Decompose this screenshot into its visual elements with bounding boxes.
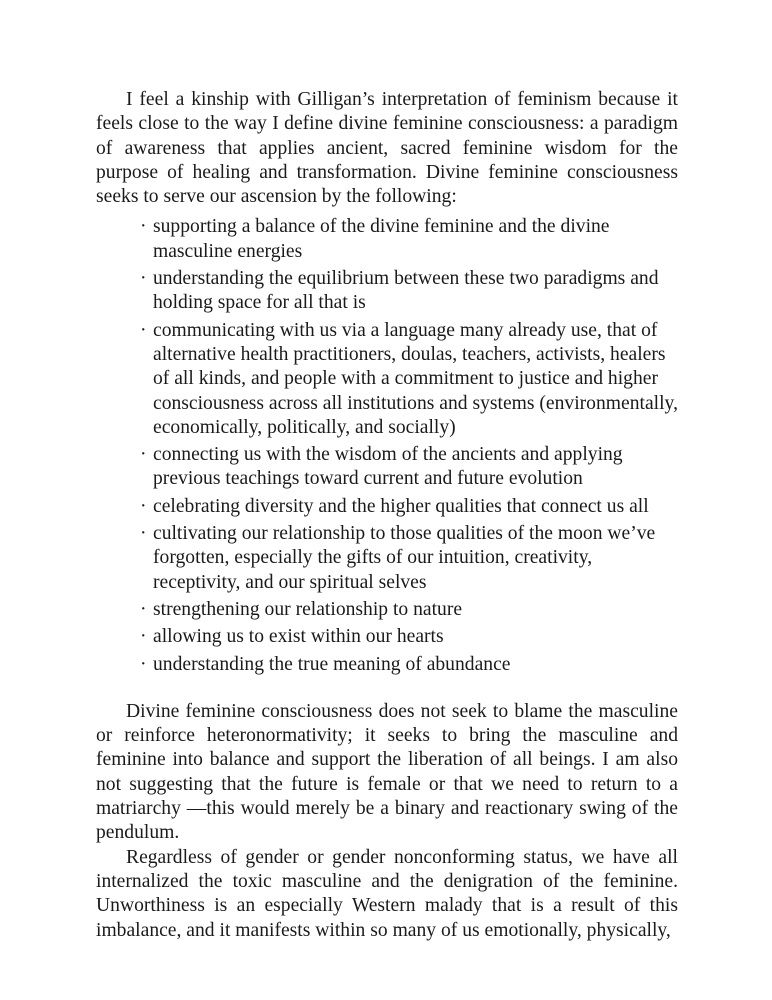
list-item-text: allowing us to exist within our hearts xyxy=(153,626,444,648)
body-paragraph: Divine feminine consciousness does not seek to blame the masculine or reinforce heteronormativity; it seeks to bring the masculine and feminine into balance and support the liberation of all beings. I am also not suggesting that the future is female or that we need to return to a matriarchy —this would merely be a binary and reactionary swing of the pendulum. xyxy=(96,700,678,844)
section-gap xyxy=(96,680,678,700)
bullet-glyph: · xyxy=(140,598,147,620)
list-item-text: connecting us with the wisdom of the ancients and applying previous teachings toward current and future evolution xyxy=(153,444,623,490)
list-item-text: understanding the true meaning of abundance xyxy=(153,653,511,675)
bullet-glyph: · xyxy=(140,523,147,545)
list-item xyxy=(140,598,678,622)
bullet-glyph: · xyxy=(140,495,147,517)
bullet-glyph: · xyxy=(140,216,147,238)
intro-paragraph: I feel a kinship with Gilligan’s interpretation of feminism because it feels close to the way I define divine feminine consciousness: a paradigm of awareness that applies ancient, sacred feminine wisdom for the purpose of healing and transformation. Divine feminine consciousness seeks to serve our ascension by the following: xyxy=(96,89,678,208)
list-item xyxy=(140,215,678,264)
document-page xyxy=(96,88,678,943)
list-item xyxy=(140,443,678,492)
bullet-glyph: · xyxy=(140,626,147,648)
list-item xyxy=(140,267,678,316)
list-item xyxy=(140,625,678,649)
list-item-text: communicating with us via a language many already use, that of alternative health practitioners, doulas, teachers, activists, healers of all kinds, and people with a commitment to justice and higher consciousness across all institutions and systems (environmentally, economically, politically, and socially) xyxy=(153,319,678,438)
list-item xyxy=(140,495,678,519)
list-item xyxy=(140,319,678,440)
body-paragraph: Regardless of gender or gender nonconforming status, we have all internalized the toxic masculine and the denigration of the feminine. Unworthiness is an especially Western malady that is a result of this imbalance, and it manifests within so many of us emotionally, physically, xyxy=(96,846,678,941)
qualities-list xyxy=(96,215,678,676)
list-item xyxy=(140,653,678,677)
list-item-text: celebrating diversity and the higher qualities that connect us all xyxy=(153,495,649,517)
bullet-glyph: · xyxy=(140,268,147,290)
bullet-glyph: · xyxy=(140,444,147,466)
bullet-glyph: · xyxy=(140,653,147,675)
list-item xyxy=(140,522,678,595)
list-item-text: cultivating our relationship to those qualities of the moon we’ve forgotten, especially the gifts of our intuition, creativity, receptivity, and our spiritual selves xyxy=(153,523,656,593)
bullet-glyph: · xyxy=(140,319,147,341)
list-item-text: understanding the equilibrium between these two paradigms and holding space for all that is xyxy=(153,268,659,314)
list-item-text: supporting a balance of the divine feminine and the divine masculine energies xyxy=(153,216,610,262)
list-item-text: strengthening our relationship to nature xyxy=(153,598,463,620)
